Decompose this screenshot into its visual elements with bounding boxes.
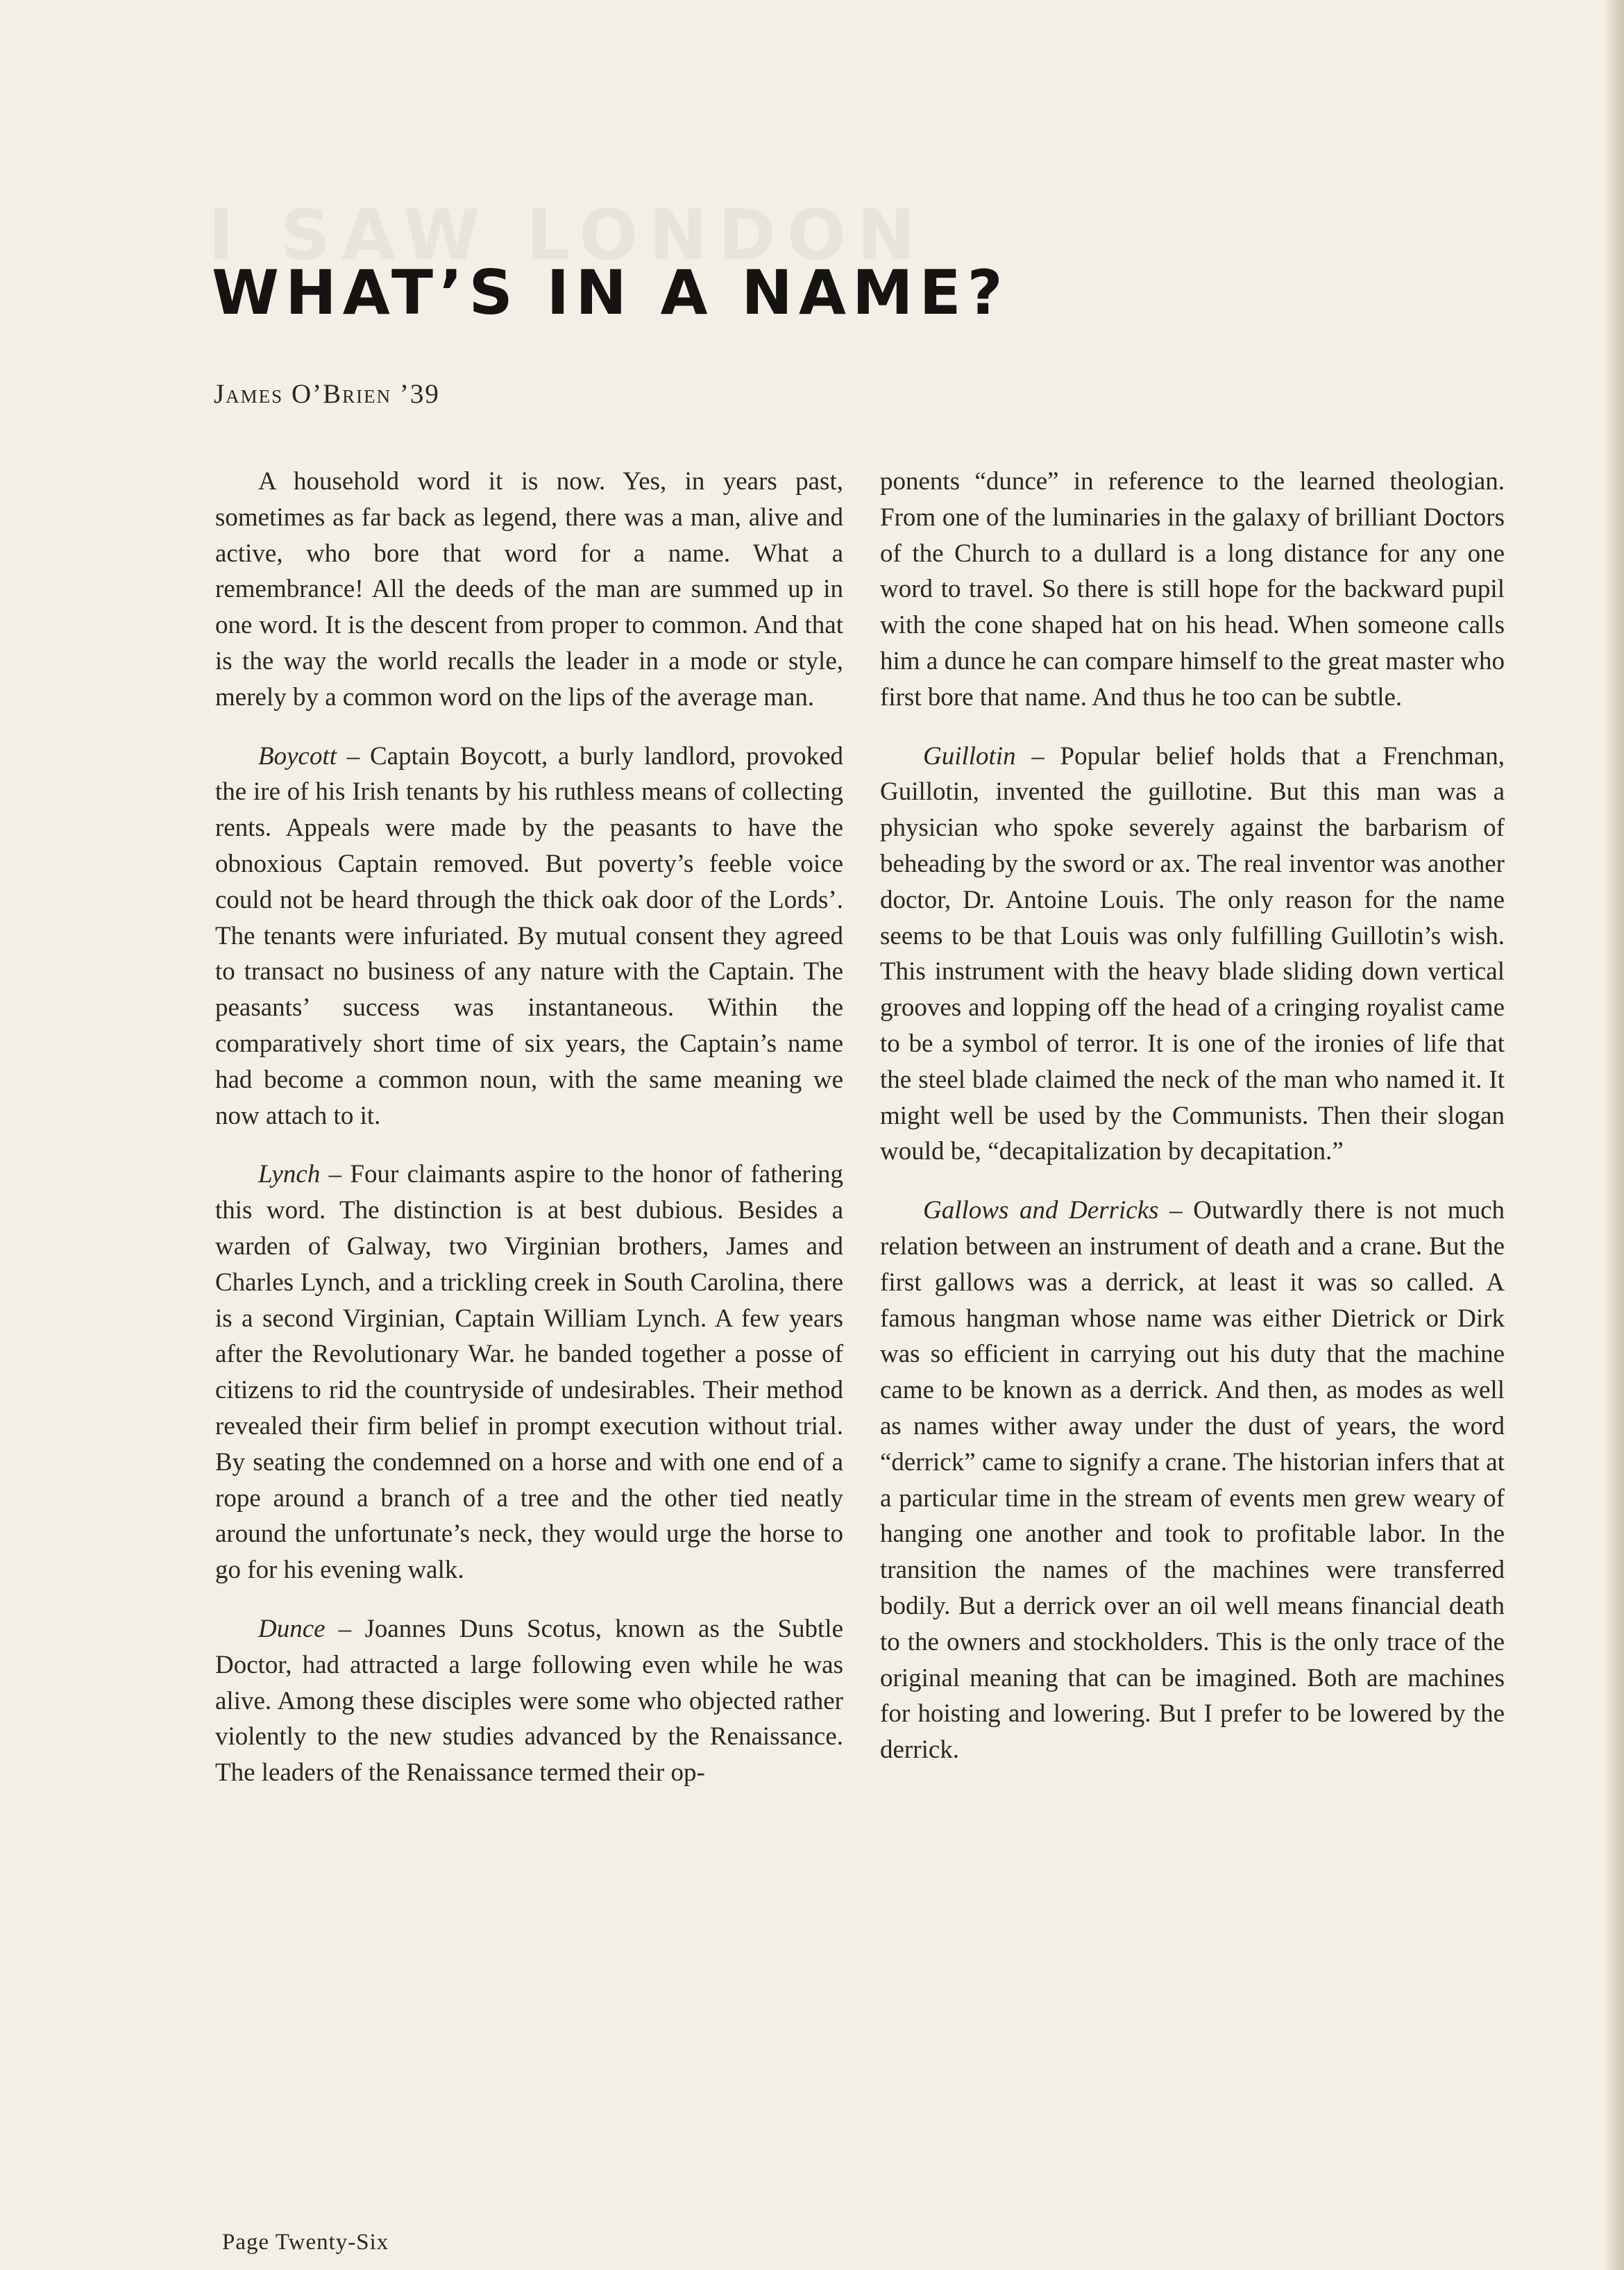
article-byline: James O’Brien ’39 — [214, 379, 440, 409]
left-column — [215, 464, 843, 1814]
term-gallows-derricks: Gallows and Derricks — [923, 1196, 1159, 1225]
bleed-through-text: I SAW LONDON — [208, 194, 927, 276]
paragraph-gallows-derricks: Gallows and Derricks – Outwardly there is not much relation between an instrument of death and a crane. But the first gallows was a derrick, at least it was so called. A famous hangman whose name was either Dietrick or Dirk was so efficient in carrying out his duty that the machine came to be known as a derrick. And then, as modes as well as names wither away under the dust of years, the word “derrick” came to signify a crane. The historian infers that at a particular time in the stream of events men grew weary of hanging one another and took to profitable labor. In the transition the names of the machines were transferred bodily. But a derrick over an oil well means financial death to the owners and stockholders. This is the only trace of the original meaning that can be imagined. Both are machines for hoisting and lowering. But I prefer to be lowered by the derrick. — [880, 1196, 1505, 1765]
term-guillotin: Guillotin — [923, 741, 1016, 771]
term-dunce: Dunce — [258, 1614, 325, 1643]
paragraph-guillotin: Guillotin – Popular belief holds that a Frenchman, Guillotin, invented the guillotine. But this man was a physician who spoke severely against the barbarism of beheading by the sword or ax. The real inventor was another doctor, Dr. Antoine Louis. The only reason for the name seems to be that Louis was only fulfilling Guillotin’s wish. This instrument with the heavy blade sliding down vertical grooves and lopping off the head of a cringing royalist came to be a symbol of terror. It is one of the ironies of life that the steel blade claimed the neck of the man who named it. It might well be used by the Communists. Then their slogan would be, “decapitalization by decapitation.” — [880, 741, 1505, 1166]
term-boycott: Boycott — [258, 741, 337, 771]
right-column — [880, 464, 1505, 1791]
paragraph-intro: A household word it is now. Yes, in years past, sometimes as far back as legend, there was a man, alive and active, who bore that word for a name. What a remembrance! All the deeds of the man are summed up in one word. It is the descent from proper to common. And that is the way the world recalls the leader in a mode or style, merely by a common word on the lips of the average man. — [215, 467, 843, 712]
page-edge-shadow — [1606, 0, 1624, 2270]
page-number: Page Twenty-Six — [222, 2230, 389, 2255]
paragraph-lynch: Lynch – Four claimants aspire to the honor of fathering this word. The distinction is at best dubious. Besides a warden of Galway, two Virginian brothers, James and Charles Lynch, and a trickling creek in South Carolina, there is a second Virginian, Captain William Lynch. A few years after the Revolutionary War. he banded together a posse of citizens to rid the countryside of undesirables. Their method revealed their firm belief in prompt execution without trial. By seating the condemned on a horse and with one end of a rope around a branch of a tree and the other tied neatly around the unfortunate’s neck, they would urge the horse to go for his evening walk. — [215, 1160, 844, 1585]
term-lynch: Lynch — [258, 1160, 321, 1189]
article-title: WHAT’S IN A NAME? — [212, 257, 1009, 328]
paragraph-boycott: Boycott – Captain Boycott, a burly landlord, provoked the ire of his Irish tenants by his ruthless means of collecting rents. Appeals were made by the peasants to have the obnoxious Captain removed. But poverty’s feeble voice could not be heard through the thick oak door of the Lords’. The tenants were infuriated. By mutual consent they agreed to transact no business of any nature with the Captain. The peasants’ success was instantaneous. Within the comparatively short time of six years, the Captain’s name had become a common noun, with the same meaning we now attach to it. — [215, 741, 843, 1130]
paragraph-dunce: Dunce – Joannes Duns Scotus, known as the Subtle Doctor, had attracted a large following even while he was alive. Among these disciples were some who objected rather violently to the new studies advanced by the Renaissance. The leaders of the Renaissance termed their op- — [215, 1614, 843, 1788]
paragraph-dunce-continued: ponents “dunce” in reference to the learned theologian. From one of the luminaries in the galaxy of brilliant Doctors of the Church to a dullard is a long distance for any one word to travel. So there is still hope for the backward pupil with the cone shaped hat on his head. When someone calls him a dunce he can compare himself to the great master who first bore that name. And thus he too can be subtle. — [880, 467, 1505, 712]
